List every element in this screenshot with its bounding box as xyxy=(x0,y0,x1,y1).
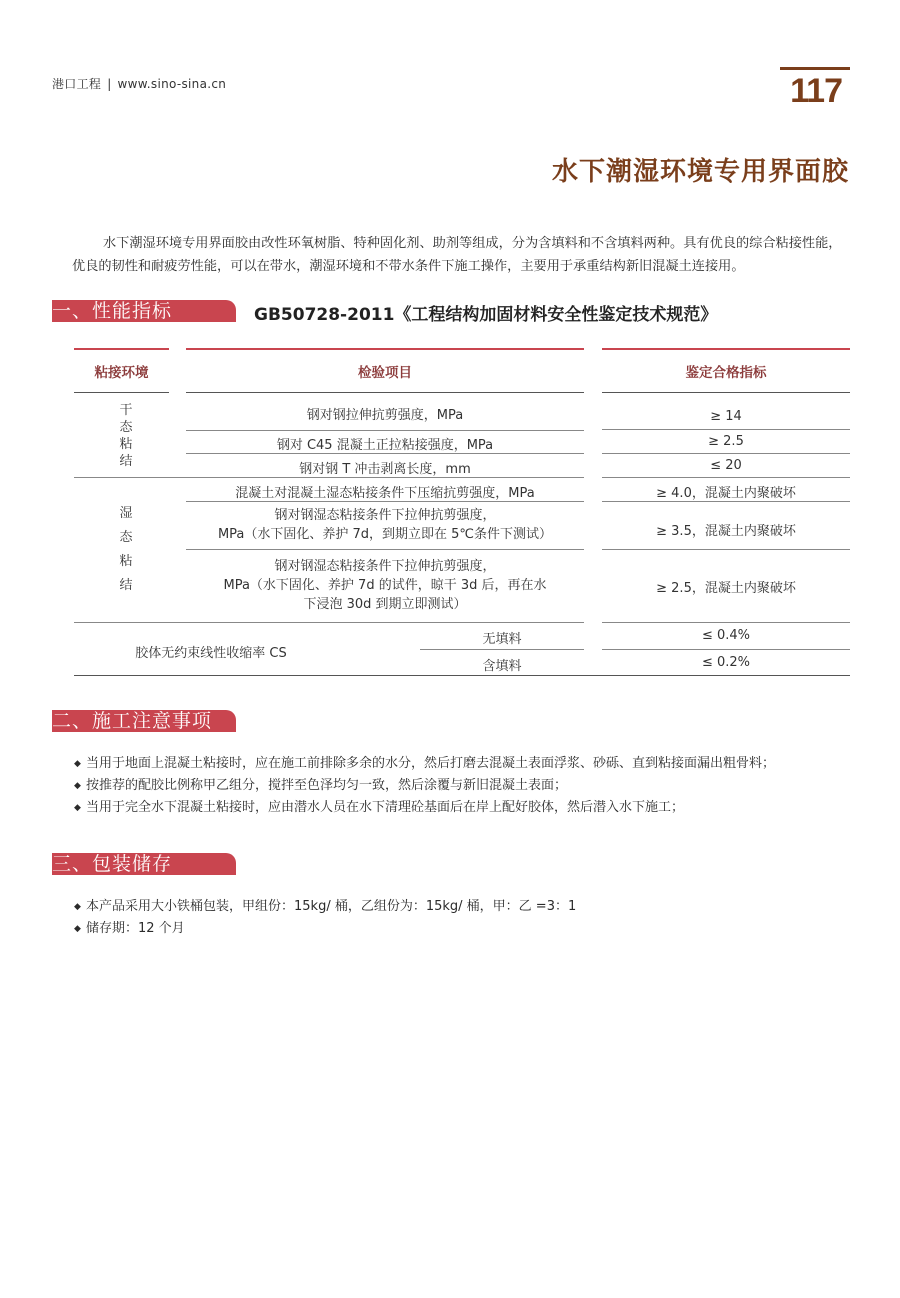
test-item: 钢对钢湿态粘接条件下拉伸抗剪强度， MPa（水下固化、养护 7d，到期立即在 5℃条件下测试） xyxy=(217,508,553,542)
bullet-icon: ◆ xyxy=(74,803,81,813)
row-rule xyxy=(602,501,850,502)
row-rule xyxy=(186,430,584,431)
column-header-criteria: 鉴定合格指标 xyxy=(685,365,767,381)
header-divider: | xyxy=(107,77,112,91)
table-header-rule xyxy=(602,392,850,393)
section-title-packaging: 三、包装储存 xyxy=(52,853,173,875)
website-url: www.sino-sina.cn xyxy=(117,77,227,91)
page-number-rule xyxy=(780,67,850,70)
section-title-construction: 二、施工注意事项 xyxy=(52,710,213,732)
test-item: 钢对 C45 混凝土正拉粘接强度，MPa xyxy=(276,438,494,453)
criteria-value: ≥ 14 xyxy=(710,409,742,424)
table-header-rule xyxy=(74,392,169,393)
intro-paragraph: 水下潮湿环境专用界面胶由改性环氧树脂、特种固化剂、助剂等组成，分为含填料和不含填料两种。具有优良的综合粘接性能，优良的韧性和耐疲劳性能，可以在带水，潮湿环境和不带水条件下施工操作，主要用于承重结构新旧混凝土连接用。 xyxy=(72,236,842,274)
criteria-value: ≥ 4.0，混凝土内聚破坏 xyxy=(656,486,796,501)
row-rule xyxy=(420,649,584,650)
shrinkage-sub-item: 无填料 xyxy=(482,632,522,647)
bullet-icon: ◆ xyxy=(74,759,81,769)
criteria-value: ≥ 2.5，混凝土内聚破坏 xyxy=(656,581,796,596)
criteria-value: ≤ 0.4% xyxy=(701,628,751,643)
running-header xyxy=(52,75,226,92)
page-number: 117 xyxy=(790,72,842,110)
standard-title: GB50728-2011《工程结构加固材料安全性鉴定技术规范》 xyxy=(254,305,718,325)
row-rule xyxy=(602,649,850,650)
env-wet-bonding: 湿 态 粘 结 xyxy=(119,506,133,593)
table-top-rule xyxy=(74,348,169,350)
test-item: 钢对钢拉伸抗剪强度，MPa xyxy=(306,408,464,423)
group-rule xyxy=(602,622,850,623)
brand-name: 港口工程 xyxy=(52,77,102,91)
row-rule xyxy=(186,549,584,550)
shrinkage-sub-item: 含填料 xyxy=(482,659,522,674)
construction-notes-list xyxy=(74,753,775,819)
table-top-rule xyxy=(602,348,850,350)
bullet-icon: ◆ xyxy=(74,781,81,791)
list-item: ◆ 当用于完全水下混凝土粘接时，应由潜水人员在水下清理砼基面后在岸上配好胶体，然后潜入水下施工； xyxy=(74,797,775,819)
list-item: ◆ 本产品采用大小铁桶包装，甲组份：15kg/ 桶，乙组份为：15kg/ 桶，甲：乙 =3：1 xyxy=(74,896,576,918)
env-dry-bonding: 干 态 粘 结 xyxy=(119,403,133,469)
criteria-value: ≤ 20 xyxy=(710,458,742,473)
product-title: 水下潮湿环境专用界面胶 xyxy=(551,157,849,187)
row-rule xyxy=(602,429,850,430)
criteria-value: ≥ 2.5 xyxy=(708,434,744,449)
packaging-notes-list xyxy=(74,896,576,940)
column-header-test-item: 检验项目 xyxy=(358,365,412,381)
table-top-rule xyxy=(186,348,584,350)
row-rule xyxy=(186,501,584,502)
row-rule xyxy=(602,453,850,454)
test-item: 混凝土对混凝土湿态粘接条件下压缩抗剪强度，MPa xyxy=(235,486,535,501)
list-item: ◆ 储存期：12 个月 xyxy=(74,918,576,940)
bullet-icon: ◆ xyxy=(74,902,81,912)
section-title-performance: 一、性能指标 xyxy=(52,300,173,322)
row-rule xyxy=(186,453,584,454)
group-rule xyxy=(74,622,584,623)
list-item: ◆ 当用于地面上混凝土粘接时，应在施工前排除多余的水分，然后打磨去混凝土表面浮浆、砂砾、直到粘接面漏出粗骨料； xyxy=(74,753,775,775)
test-item: 钢对钢湿态粘接条件下拉伸抗剪强度， MPa（水下固化、养护 7d 的试件，晾干 3d 后，再在水 下浸泡 30d 到期立即测试） xyxy=(223,559,547,612)
table-bottom-rule xyxy=(74,675,850,676)
group-rule xyxy=(74,477,584,478)
group-rule xyxy=(602,477,850,478)
test-item: 钢对钢 T 冲击剥离长度，mm xyxy=(299,462,471,477)
table-header-rule xyxy=(186,392,584,393)
criteria-value: ≤ 0.2% xyxy=(701,655,751,670)
shrinkage-label: 胶体无约束线性收缩率 CS xyxy=(135,646,287,661)
row-rule xyxy=(602,549,850,550)
list-item: ◆ 按推荐的配胶比例称甲乙组分，搅拌至色泽均匀一致，然后涂覆与新旧混凝土表面； xyxy=(74,775,775,797)
criteria-value: ≥ 3.5，混凝土内聚破坏 xyxy=(656,524,796,539)
bullet-icon: ◆ xyxy=(74,924,81,934)
column-header-environment: 粘接环境 xyxy=(94,365,149,381)
